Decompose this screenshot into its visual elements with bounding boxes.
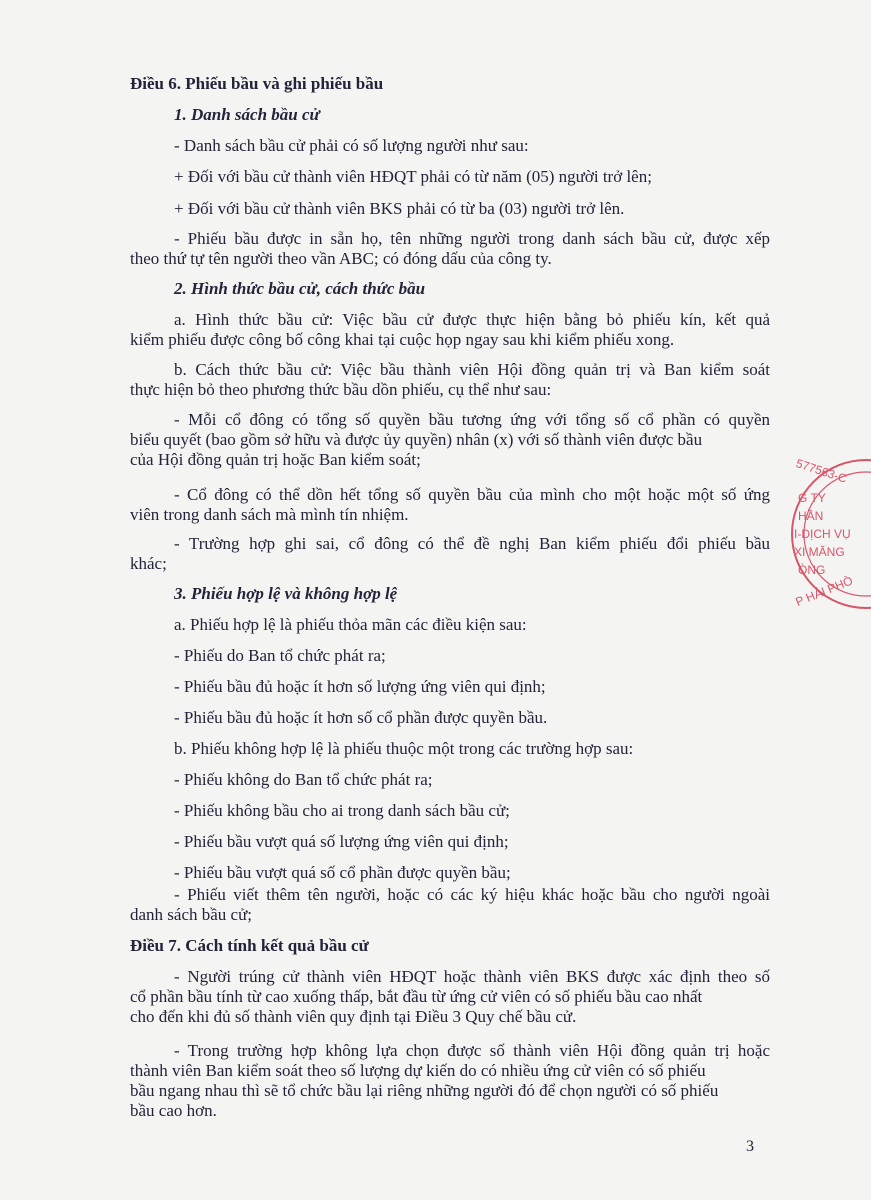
paragraph-line: - Phiếu do Ban tổ chức phát ra;	[174, 646, 386, 665]
paragraph-line: b. Phiếu không hợp lệ là phiếu thuộc một trong các trường hợp sau:	[174, 739, 634, 758]
svg-text:P HẢI PHÒ: P HẢI PHÒ	[793, 573, 855, 610]
paragraph-line: - Mỗi cổ đông có tổng số quyền bầu tương ứng với tổng số cổ phần có quyền	[174, 410, 770, 429]
paragraph-line: cổ phần bầu tính từ cao xuống thấp, bắt đầu từ ứng cử viên có số phiếu bầu cao nhất	[130, 987, 703, 1006]
paragraph-line: khác;	[130, 554, 167, 573]
svg-text:ÒNG: ÒNG	[798, 563, 826, 577]
paragraph-line: thực hiện bỏ theo phương thức bầu dồn phiếu, cụ thể như sau:	[130, 380, 552, 399]
paragraph-line: bầu cao hơn.	[130, 1101, 217, 1120]
paragraph-line: - Trường hợp ghi sai, cổ đông có thể đề nghị Ban kiểm phiếu đổi phiếu bầu	[174, 534, 770, 553]
paragraph-line: + Đối với bầu cử thành viên HĐQT phải có từ năm (05) người trở lên;	[174, 167, 652, 186]
paragraph-line: b. Cách thức bầu cử: Việc bầu thành viên Hội đồng quản trị và Ban kiểm soát	[174, 360, 770, 379]
paragraph-line: thành viên Ban kiểm soát theo số lượng dự kiến do có nhiều ứng cử viên có số phiếu	[130, 1061, 706, 1080]
paragraph-line: - Trong trường hợp không lựa chọn được số thành viên Hội đồng quản trị hoặc	[174, 1041, 770, 1060]
svg-text:I-DỊCH VỤ: I-DỊCH VỤ	[794, 527, 851, 541]
paragraph-line: - Phiếu không bầu cho ai trong danh sách bầu cử;	[174, 801, 510, 820]
page-number: 3	[746, 1138, 754, 1155]
paragraph-line: - Phiếu bầu được in sẵn họ, tên những người trong danh sách bầu cử, được xếp	[174, 229, 770, 248]
paragraph-line: - Phiếu bầu đủ hoặc ít hơn số cổ phần được quyền bầu.	[174, 708, 548, 727]
paragraph-line: bầu ngang nhau thì sẽ tổ chức bầu lại riêng những người đó để chọn người có số phiếu	[130, 1081, 719, 1100]
svg-text:XI MĂNG: XI MĂNG	[794, 545, 845, 559]
svg-text:HẦN: HẦN	[798, 509, 824, 523]
paragraph-line: - Phiếu viết thêm tên người, hoặc có các ký hiệu khác hoặc bầu cho người ngoài	[174, 885, 770, 904]
paragraph-line: - Phiếu không do Ban tổ chức phát ra;	[174, 770, 433, 789]
svg-text:577563-C: 577563-C	[794, 456, 849, 486]
paragraph-line: theo thứ tự tên người theo vần ABC; có đóng dấu của công ty.	[130, 249, 552, 268]
article6-title: Điều 6. Phiếu bầu và ghi phiếu bầu	[130, 74, 384, 93]
paragraph-line: kiểm phiếu được công bố công khai tại cuộc họp ngay sau khi kiểm phiếu xong.	[130, 330, 675, 349]
company-seal-stamp	[788, 456, 871, 616]
paragraph-line: - Phiếu bầu vượt quá số lượng ứng viên qui định;	[174, 832, 509, 851]
article7-title: Điều 7. Cách tính kết quả bầu cử	[130, 936, 369, 955]
section1-title: 1. Danh sách bầu cử	[174, 105, 320, 124]
paragraph-line: viên trong danh sách mà mình tín nhiệm.	[130, 505, 409, 524]
svg-text:G TY: G TY	[798, 491, 826, 505]
paragraph-line: - Phiếu bầu vượt quá số cổ phần được quyền bầu;	[174, 863, 511, 882]
paragraph-line: - Danh sách bầu cử phải có số lượng người như sau:	[174, 136, 529, 155]
paragraph-line: a. Phiếu hợp lệ là phiếu thỏa mãn các điều kiện sau:	[174, 615, 527, 634]
paragraph-line: của Hội đồng quản trị hoặc Ban kiểm soát;	[130, 450, 421, 469]
paragraph-line: cho đến khi đủ số thành viên quy định tại Điều 3 Quy chế bầu cử.	[130, 1007, 577, 1026]
paragraph-line: a. Hình thức bầu cử: Việc bầu cử được thực hiện bằng bỏ phiếu kín, kết quả	[174, 310, 770, 329]
section2-title: 2. Hình thức bầu cử, cách thức bầu	[174, 279, 426, 298]
section3-title: 3. Phiếu hợp lệ và không hợp lệ	[174, 584, 398, 603]
paragraph-line: danh sách bầu cử;	[130, 905, 253, 924]
paragraph-line: + Đối với bầu cử thành viên BKS phải có từ ba (03) người trở lên.	[174, 199, 625, 218]
paragraph-line: - Cổ đông có thể dồn hết tổng số quyền bầu của mình cho một hoặc một số ứng	[174, 485, 770, 504]
paragraph-line: - Người trúng cử thành viên HĐQT hoặc thành viên BKS được xác định theo số	[174, 967, 770, 986]
paragraph-line: biểu quyết (bao gồm sở hữu và được ủy quyền) nhân (x) với số thành viên được bầu	[130, 430, 703, 449]
paragraph-line: - Phiếu bầu đủ hoặc ít hơn số lượng ứng viên qui định;	[174, 677, 546, 696]
